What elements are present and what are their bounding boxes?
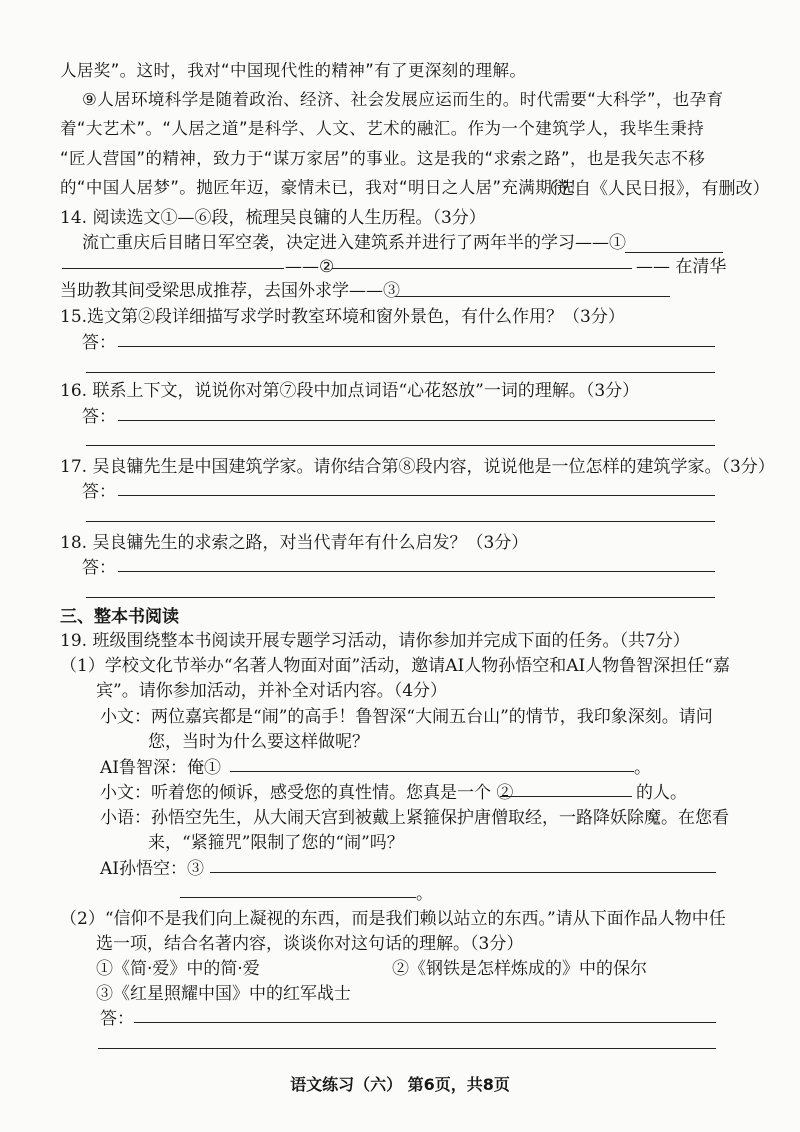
- q19-blank-2[interactable]: [500, 796, 632, 797]
- q19-option-2: ②《钢铁是怎样炼成的》中的保尔: [392, 959, 647, 979]
- xiaowen-dialogue-line: 您，当时为什么要这样做呢？: [148, 732, 369, 752]
- q15-answer-line[interactable]: [118, 346, 715, 347]
- q14-blank-2[interactable]: [332, 268, 632, 269]
- q19-blank-1[interactable]: [230, 771, 634, 772]
- q15-answer-label: 答：: [82, 333, 116, 353]
- page-footer: 语文练习（六） 第6页，共8页: [290, 1075, 510, 1094]
- xiaowen-dialogue-line: 小文：两位嘉宾都是“闹”的高手！鲁智深“大闹五台山”的情节，我印象深刻。请问: [100, 707, 713, 727]
- q18-answer-line[interactable]: [118, 571, 715, 572]
- q17-stem: 17. 吴良镛先生是中国建筑学家。请你结合第⑧段内容，说说他是一位怎样的建筑学家。（3分）: [60, 457, 775, 477]
- q19-option-1: ①《简·爱》中的简·爱: [96, 959, 260, 979]
- q18-answer-line[interactable]: [86, 597, 715, 598]
- q18-stem: 18. 吴良镛先生的求索之路，对当代青年有什么启发？（3分）: [60, 533, 529, 553]
- q19-part1-line: （1）学校文化节举办“名著人物面对面”活动，邀请AI人物孙悟空和AI人物鲁智深担任“嘉: [60, 656, 730, 676]
- q16-answer-line[interactable]: [86, 445, 715, 446]
- article-paragraph-9-line: “匠人营国”的精神，致力于“谋万家居”的事业。这是我的“求索之路”，也是我矢志不移: [60, 149, 706, 168]
- q17-answer-label: 答：: [82, 482, 116, 502]
- q19-answer-line[interactable]: [134, 1022, 716, 1023]
- q17-answer-line[interactable]: [86, 521, 715, 522]
- ai-sun-wukong-end: 。: [416, 884, 433, 904]
- q14-line1: 流亡重庆后目睹日军空袭，决定进入建筑系并进行了两年半的学习——①: [82, 233, 626, 253]
- q14-line2-mid: ——②: [285, 257, 335, 277]
- q17-answer-line[interactable]: [118, 495, 715, 496]
- q16-stem: 16. 联系上下文，说说你对第⑦段中加点词语“心花怒放”一词的理解。（3分）: [60, 381, 640, 401]
- section-title: 三、整本书阅读: [60, 607, 179, 627]
- xiaoyu-dialogue-line: 来，“紧箍咒”限制了您的“闹”吗？: [148, 833, 404, 853]
- ai-lu-zhishen-label: AI鲁智深：俺①: [100, 758, 221, 778]
- q19-blank-3b[interactable]: [180, 897, 416, 898]
- q19-part2-line: （2）“信仰不是我们向上凝视的东西，而是我们赖以站立的东西。”请从下面作品人物中任: [60, 909, 726, 929]
- q19-answer-label: 答：: [100, 1009, 134, 1029]
- q15-answer-line[interactable]: [86, 372, 715, 373]
- q14-line3: 当助教其间受梁思成推荐，去国外求学——③: [60, 281, 400, 301]
- article-paragraph-9-line: 的“中国人居梦”。抛匠年迈，豪情未已，我对“明日之人居”充满期待！: [60, 178, 586, 197]
- article-paragraph-9-line: ⑨人居环境科学是随着政治、经济、社会发展应运而生的。时代需要“大科学”，也孕育: [82, 90, 724, 109]
- q16-answer-label: 答：: [82, 407, 116, 427]
- q19-part1-line: 宾”。请你参加活动，并补全对话内容。（4分）: [96, 681, 448, 701]
- q14-blank-3[interactable]: [395, 296, 670, 297]
- q19-blank-3a[interactable]: [210, 872, 716, 873]
- xiaowen-dialogue-line: 小文：听着您的倾诉，感受您的真性情。您真是一个 ②: [100, 783, 514, 803]
- q16-answer-line[interactable]: [118, 420, 715, 421]
- q19-option-3: ③《红星照耀中国》中的红军战士: [96, 984, 351, 1004]
- article-paragraph-9-line: 着“大艺术”。“人居之道”是科学、人文、艺术的融汇。作为一个建筑学人，我毕生秉持: [60, 119, 705, 138]
- xiaoyu-dialogue-line: 小语：孙悟空先生，从大闹天宫到被戴上紧箍保护唐僧取经，一路降妖除魔。在您看: [100, 808, 729, 828]
- ai-sun-wukong-label: AI孙悟空：③: [100, 859, 204, 879]
- q14-line2-end: —— 在清华: [636, 257, 727, 277]
- article-source: （选自《人民日报》，有删改）: [540, 179, 770, 199]
- article-paragraph-8-tail: 人居奖”。这时，我对“中国现代性的精神”有了更深刻的理解。: [60, 61, 527, 80]
- q19-part2-line: 选一项，结合名著内容，谈谈你对这句话的理解。（3分）: [96, 934, 524, 954]
- q19-stem: 19. 班级围绕整本书阅读开展专题学习活动，请你参加并完成下面的任务。（共7分）: [60, 631, 690, 651]
- q14-blank-1a[interactable]: [625, 252, 723, 253]
- q18-answer-label: 答：: [82, 558, 116, 578]
- q14-blank-1b[interactable]: [62, 268, 284, 269]
- q15-stem: 15.选文第②段详细描写求学时教室环境和窗外景色，有什么作用？（3分）: [60, 307, 625, 327]
- xiaowen-dialogue-end: 的人。: [636, 783, 687, 803]
- q19-answer-line[interactable]: [98, 1048, 716, 1049]
- q14-stem: 14. 阅读选文①—⑥段，梳理吴良镛的人生历程。（3分）: [60, 208, 486, 228]
- ai-lu-zhishen-end: 。: [634, 758, 651, 778]
